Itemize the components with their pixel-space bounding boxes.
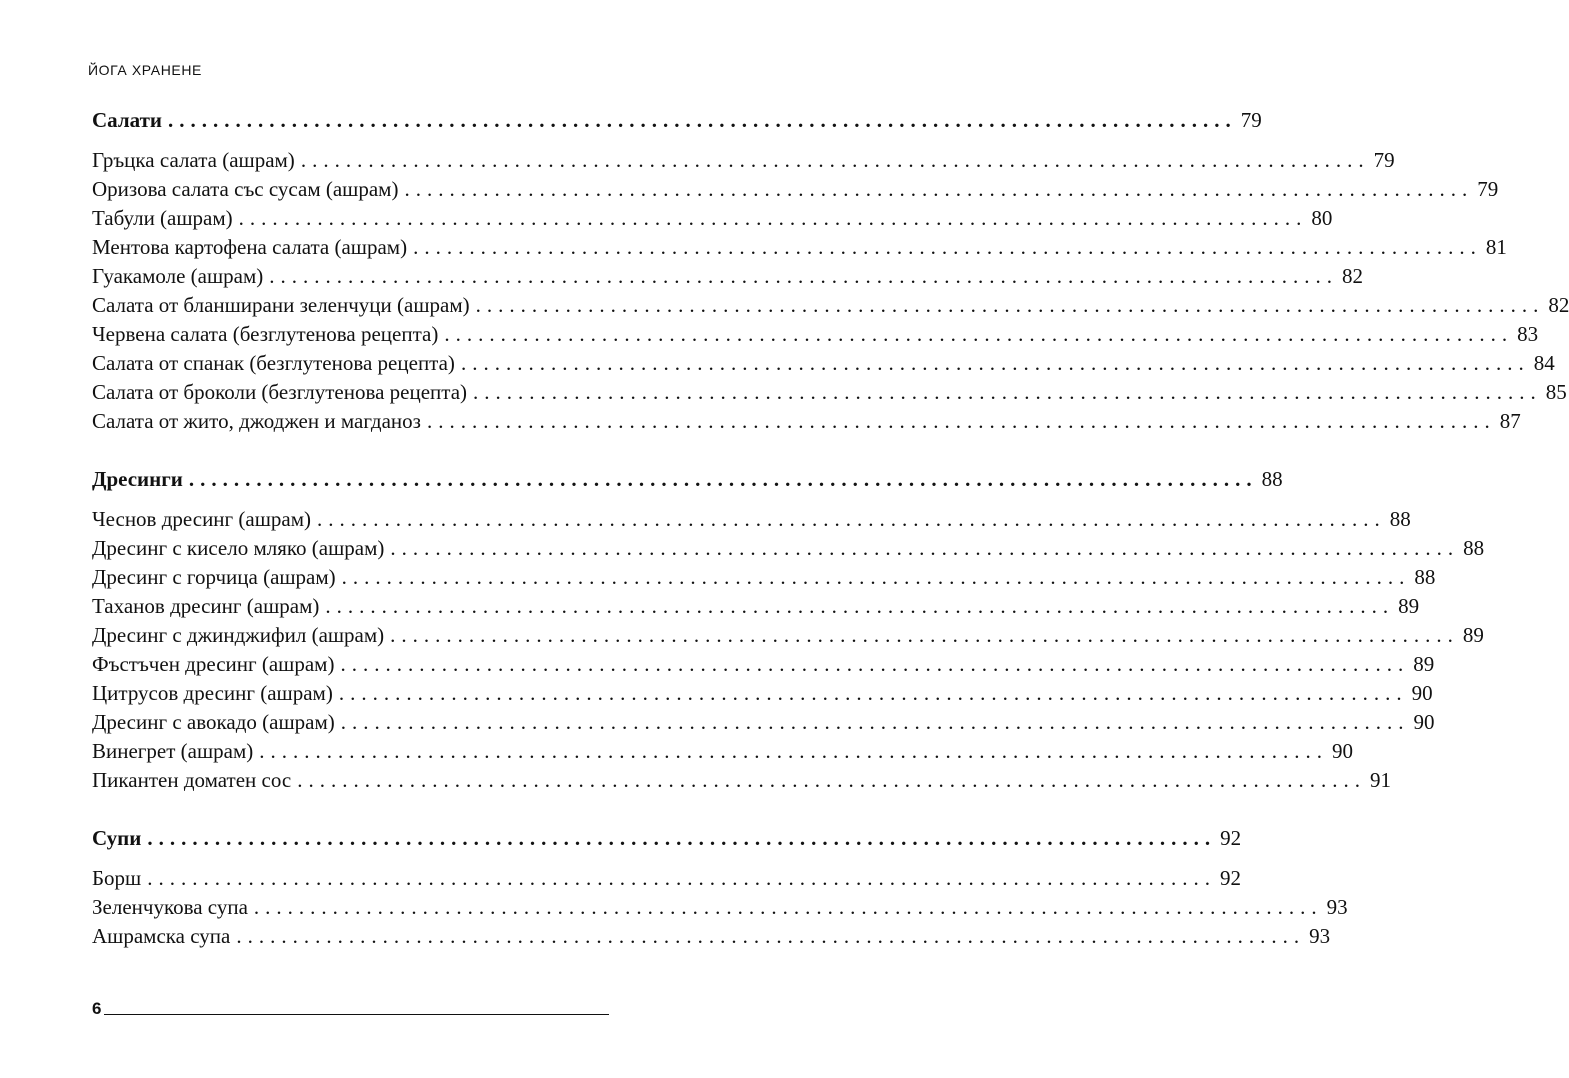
toc-entry-title: Салата от спанак (безглутенова рецепта) — [92, 351, 455, 375]
toc-entry[interactable] — [92, 407, 1521, 436]
toc-entry-page: 88 — [1389, 507, 1411, 531]
toc-entry-page: 88 — [1414, 565, 1436, 589]
toc-entry[interactable] — [92, 737, 1354, 766]
toc-entry-title: Салата от жито, джоджен и магданоз — [92, 409, 421, 433]
toc-entry-page: 84 — [1533, 351, 1555, 375]
toc-entry-page: 91 — [1369, 768, 1391, 792]
toc-entry-title: Борш — [92, 866, 142, 890]
dot-leader: ............................................................................................... — [475, 293, 1545, 317]
toc-entry-title: Салата от броколи (безглутенова рецепта) — [92, 380, 468, 404]
toc-entry-title: Дресинг с авокадо (ашрам) — [92, 710, 335, 734]
dot-leader: ............................................................................................... — [426, 409, 1496, 433]
toc-entry-page: 92 — [1219, 866, 1241, 890]
toc-entry-title: Дресинг с джинджифил (ашрам) — [92, 623, 385, 647]
toc-entry-title: Дресинг с кисело мляко (ашрам) — [92, 536, 385, 560]
toc-entry[interactable] — [92, 233, 1507, 262]
toc-entry-page: 89 — [1398, 594, 1420, 618]
toc-entry[interactable] — [92, 175, 1499, 204]
toc-entry[interactable] — [92, 505, 1411, 534]
toc-entry-title: Табули (ашрам) — [92, 206, 233, 230]
toc-entry[interactable] — [92, 378, 1567, 407]
toc-entry[interactable] — [92, 650, 1435, 679]
toc-entry-page: 83 — [1517, 322, 1539, 346]
toc-entry-title: Фъстъчен дресинг (ашрам) — [92, 652, 335, 676]
toc-entry[interactable] — [92, 679, 1433, 708]
toc-entry-title: Гуакамоле (ашрам) — [92, 264, 264, 288]
toc-section[interactable] — [92, 465, 1283, 494]
dot-leader: ............................................................................................... — [413, 235, 1482, 259]
dot-leader: ............................................................................................... — [297, 768, 1366, 792]
toc-entry-title: Салата от бланширани зеленчуци (ашрам) — [92, 293, 470, 317]
toc-entry-title: Ашрамска супа — [92, 924, 231, 948]
running-header: ЙОГА ХРАНЕНЕ — [88, 62, 202, 78]
dot-leader: ............................................................................................... — [300, 148, 1370, 172]
toc-entry-title: Пикантен доматен сос — [92, 768, 292, 792]
dot-leader: ............................................................................................... — [390, 536, 1460, 560]
toc-entry[interactable] — [92, 204, 1333, 233]
toc-entry-page: 85 — [1545, 380, 1567, 404]
toc-entry-page: 87 — [1499, 409, 1521, 433]
toc-entry[interactable] — [92, 291, 1569, 320]
toc-entry[interactable] — [92, 621, 1484, 650]
toc-entry-page: 90 — [1332, 739, 1354, 763]
dot-leader: ............................................................................................... — [147, 866, 1216, 890]
toc-entry[interactable] — [92, 320, 1539, 349]
toc-entry-page: 88 — [1463, 536, 1485, 560]
toc-section[interactable] — [92, 824, 1242, 853]
toc-entry-page: 79 — [1477, 177, 1499, 201]
toc-entry-title: Зеленчукова супа — [92, 895, 248, 919]
dot-leader: ............................................................................................... — [460, 351, 1530, 375]
toc-section-title: Супи — [92, 826, 142, 850]
toc-entry-title: Оризова салата със сусам (ашрам) — [92, 177, 399, 201]
dot-leader: ............................................................................................... — [340, 652, 1410, 676]
dot-leader: ............................................................................................... — [325, 594, 1395, 618]
toc-section[interactable] — [92, 106, 1262, 135]
section-entry-gap — [92, 853, 609, 864]
dot-leader: ............................................................................................... — [269, 264, 1338, 288]
dot-leader: ............................................................................................... — [404, 177, 1474, 201]
dot-leader: ............................................................................................... — [444, 322, 1514, 346]
toc-section-page: 88 — [1261, 467, 1283, 491]
toc-entry-page: 89 — [1413, 652, 1435, 676]
toc-entry-page: 81 — [1485, 235, 1507, 259]
section-gap — [92, 436, 609, 465]
toc-entry[interactable] — [92, 262, 1363, 291]
dot-leader: ............................................................................................... — [188, 467, 1258, 491]
toc-entry-title: Винегрет (ашрам) — [92, 739, 254, 763]
toc-entry-title: Ментова картофена салата (ашрам) — [92, 235, 408, 259]
toc-entry[interactable] — [92, 708, 1435, 737]
toc-entry-title: Цитрусов дресинг (ашрам) — [92, 681, 333, 705]
toc-section-title: Дресинги — [92, 467, 183, 491]
page-footer — [92, 1000, 609, 1017]
toc-entry[interactable] — [92, 146, 1395, 175]
toc-entry-page: 93 — [1326, 895, 1348, 919]
page-number: 6 — [92, 999, 102, 1018]
toc-entry-title: Гръцка салата (ашрам) — [92, 148, 295, 172]
dot-leader: ............................................................................................... — [253, 895, 1323, 919]
dot-leader: ............................................................................................... — [238, 206, 1308, 230]
section-gap — [92, 795, 609, 824]
toc-entry[interactable] — [92, 563, 1436, 592]
toc-section-page: 79 — [1240, 108, 1262, 132]
toc-entry-title: Дресинг с горчица (ашрам) — [92, 565, 336, 589]
toc-entry-page: 80 — [1311, 206, 1333, 230]
toc-entry[interactable] — [92, 592, 1420, 621]
section-entry-gap — [92, 135, 609, 146]
dot-leader: ............................................................................................... — [341, 565, 1411, 589]
toc-entry-page: 82 — [1548, 293, 1569, 317]
toc-entry[interactable] — [92, 349, 1555, 378]
toc-entry[interactable] — [92, 864, 1241, 893]
dot-leader: ............................................................................................... — [340, 710, 1410, 734]
toc-entry-page: 82 — [1342, 264, 1363, 288]
dot-leader: ............................................................................................... — [390, 623, 1459, 647]
section-entry-gap — [92, 494, 609, 505]
toc-entry[interactable] — [92, 893, 1348, 922]
toc-entry-title: Таханов дресинг (ашрам) — [92, 594, 320, 618]
dot-leader: ............................................................................................... — [147, 826, 1217, 850]
dot-leader: ............................................................................................... — [338, 681, 1408, 705]
toc-entry-page: 90 — [1413, 710, 1435, 734]
toc-entry-page: 93 — [1309, 924, 1331, 948]
dot-leader: ............................................................................................... — [168, 108, 1237, 132]
toc-entry-page: 90 — [1411, 681, 1433, 705]
footer-rule — [104, 1014, 609, 1015]
dot-leader: ............................................................................................... — [259, 739, 1329, 763]
dot-leader: ............................................................................................... — [473, 380, 1542, 404]
toc-section-title: Салати — [92, 108, 163, 132]
dot-leader: ............................................................................................... — [317, 507, 1386, 531]
dot-leader: ............................................................................................... — [236, 924, 1306, 948]
toc-entry-page: 89 — [1462, 623, 1484, 647]
toc-entry[interactable] — [92, 922, 1331, 951]
toc-section-page: 92 — [1220, 826, 1242, 850]
table-of-contents — [92, 106, 1569, 951]
toc-entry-title: Чеснов дресинг (ашрам) — [92, 507, 311, 531]
toc-entry[interactable] — [92, 766, 1391, 795]
toc-entry-page: 79 — [1373, 148, 1395, 172]
toc-entry[interactable] — [92, 534, 1485, 563]
toc-entry-title: Червена салата (безглутенова рецепта) — [92, 322, 439, 346]
